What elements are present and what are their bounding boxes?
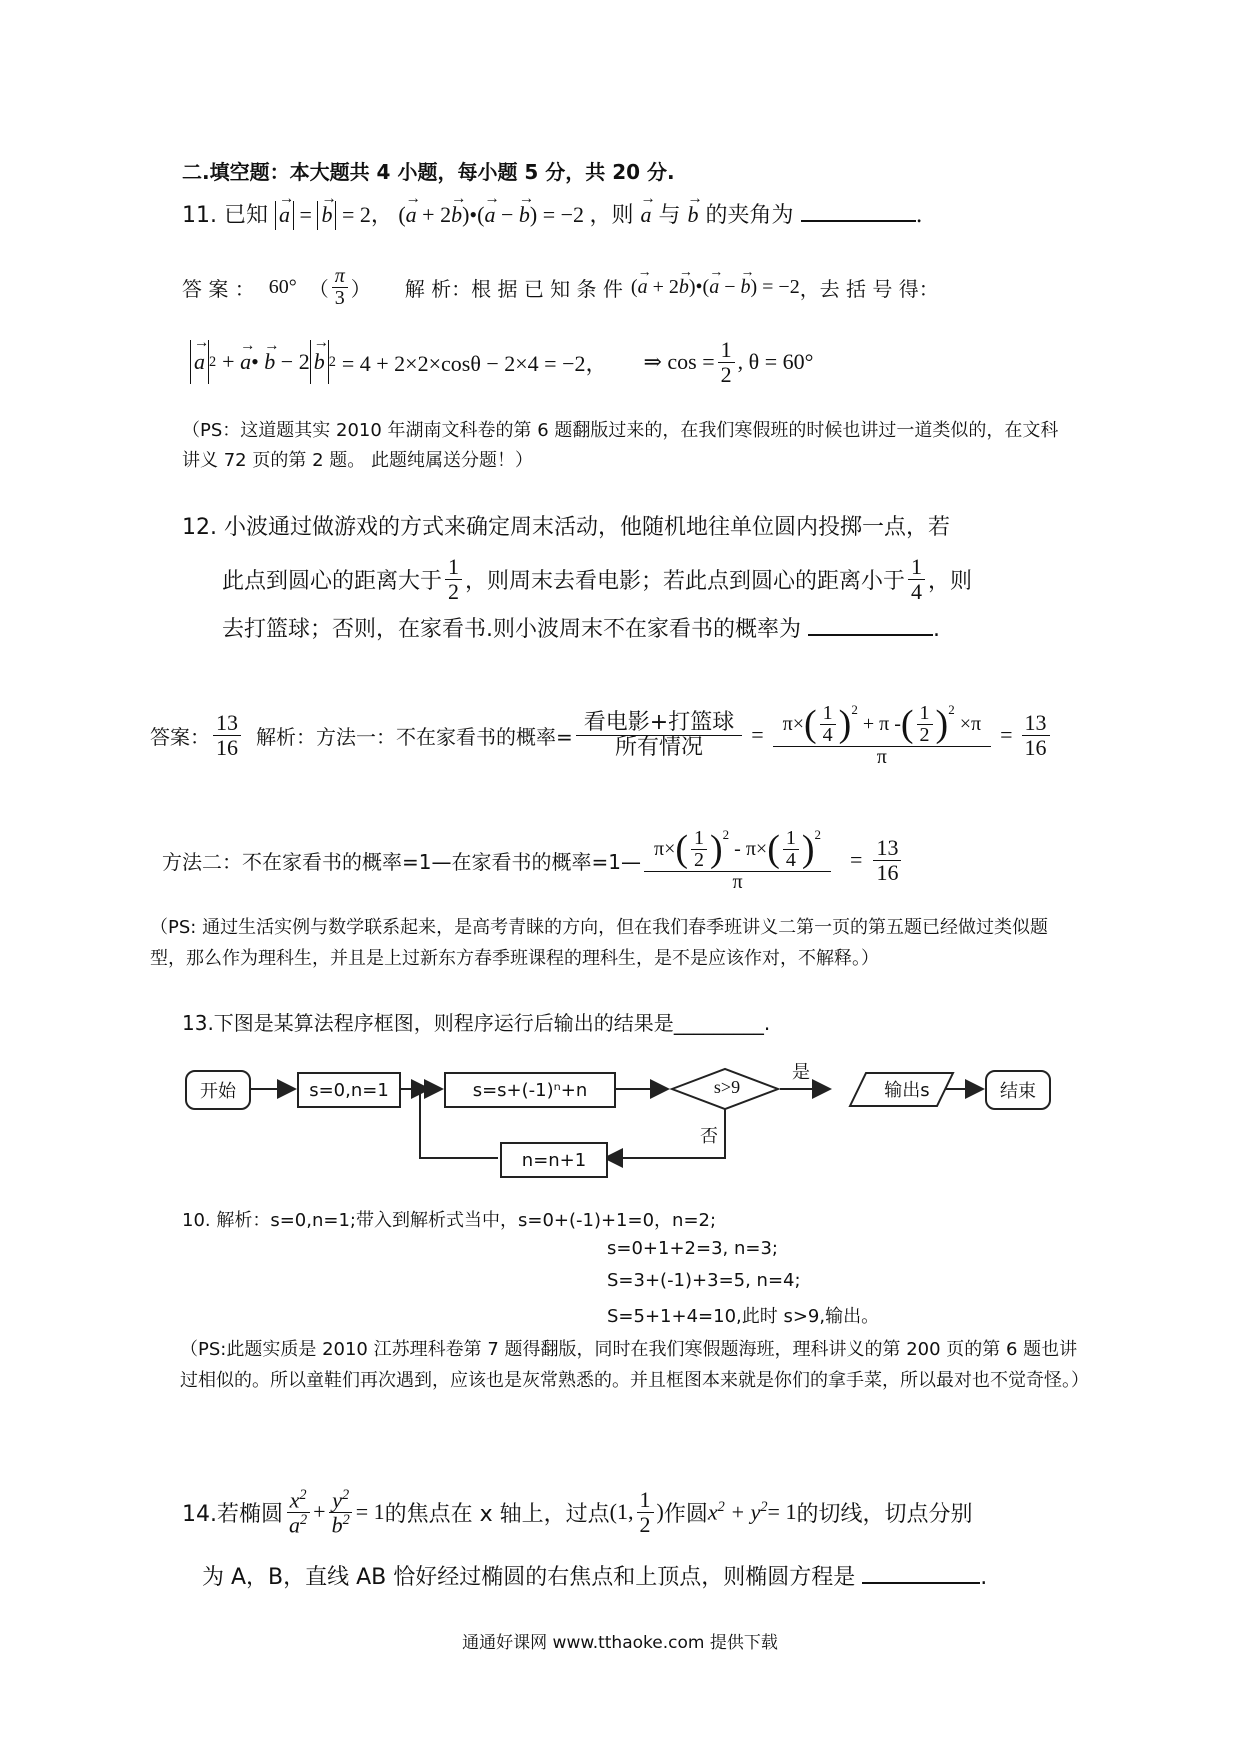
section-title: 二.填空题：本大题共 4 小题，每小题 5 分，共 20 分. xyxy=(182,160,675,184)
flow-end: 结束 xyxy=(985,1070,1051,1110)
q11-expansion-rhs: = 4 + 2×2×cosθ − 2×4 = −2， xyxy=(341,350,608,376)
q11-remove-paren: ，去 括 号 得： xyxy=(799,276,939,301)
q13-question xyxy=(182,1007,770,1036)
q11-pi: π xyxy=(332,266,348,288)
q12-answer-blank xyxy=(808,634,933,636)
flow-output: 输出s xyxy=(884,1080,930,1101)
q12-frac1-num: 看电影+打篮球 xyxy=(576,711,742,735)
question-11: 11. 已知 → a = → b = 2， (→ a + 2→ b)•(→ a − → b) = −2 ，则 → a 与 → b 的夹角为 . xyxy=(182,198,923,230)
q14-line2-text: 为 A，B，直线 AB 恰好经过椭圆的右焦点和上顶点，则椭圆方程是 xyxy=(202,1565,856,1590)
q12-line3-text: 去打篮球；否则，在家看书.则小波周末不在家看书的概率为 xyxy=(222,617,801,642)
q11-number: 11. xyxy=(182,203,217,228)
flowchart xyxy=(180,1056,1060,1186)
q12-method2-text: 方法二：不在家看书的概率=1—在家看书的概率=1— xyxy=(162,849,641,874)
q13-solution-line-3: S=3+(-1)+3=5, n=4; xyxy=(607,1270,801,1291)
q12-answer-num: 13 xyxy=(213,711,241,735)
q12-method-2: 方法二：不在家看书的概率=1—在家看书的概率=1— π× ( $\frac{1}{2}$ ) 2 - π× ( $\frac{1}{4}$ ) 2 π = $\frac{13}{16}$ xyxy=(162,805,904,915)
q12-frac1-den: 所有情况 xyxy=(614,734,703,760)
q12-method-1: 答案： $\frac{13}{16}$ 解析：方法一：不在家看书的概率= $\frac{\text{看电影+打篮球}}{\text{所有情况}}$ = π× ( $\frac{1}{4}$ ) 2 + π - ( $\frac{1}{2}$ ) 2 ×π π = $\frac{13}{16}$ xyxy=(150,680,1053,790)
q11-answer-blank xyxy=(801,220,916,222)
q12-answer-label: 答案： xyxy=(150,724,210,749)
q13-solution-line-1: 10. 解析：s=0,n=1;带入到解析式当中，s=0+(-1)+1=0，n=2; xyxy=(182,1210,717,1231)
flow-init: s=0,n=1 xyxy=(297,1072,401,1108)
q12-method2-fraction: π× ( $\frac{1}{2}$ ) 2 - π× ( $\frac{1}{4}$ ) 2 π xyxy=(644,828,831,893)
q13-question-text: 13.下图是某算法程序框图，则程序运行后输出的结果是 xyxy=(182,1011,674,1035)
q12-answer-den: 16 xyxy=(216,734,238,760)
q11-result-tail: , θ = 60° xyxy=(737,349,814,374)
q11-answer-fraction xyxy=(332,266,348,309)
q11-known: 已知 xyxy=(224,203,269,228)
flow-update: s=s+(-1)ⁿ+n xyxy=(444,1072,616,1108)
q12-ps: （PS: 通过生活实例与数学联系起来，是高考青睐的方向，但在我们春季班讲义二第一页的第五题已经做过类似题型，那么作为理科生，并且是上过新东方春季班课程的理科生，是不是应该作对，不解释。） xyxy=(150,917,1049,969)
q11-angle: 的夹角为 xyxy=(705,203,794,228)
flow-start: 开始 xyxy=(185,1070,251,1110)
q13-period: . xyxy=(763,1011,771,1035)
flow-condition: s>9 xyxy=(713,1077,741,1097)
q12-period: . xyxy=(933,617,940,642)
q11-with: 与 xyxy=(658,203,681,228)
q14-period: . xyxy=(980,1565,988,1590)
q14-line-2 xyxy=(202,1560,987,1591)
footer: 通通好课网 www.tthaoke.com 提供下载 xyxy=(462,1633,778,1653)
q11-paren-open: （ xyxy=(308,276,329,301)
q11-answer-value: 60° xyxy=(268,275,297,298)
q11-analysis: 解 析：根 据 已 知 条 件 xyxy=(404,276,623,301)
q12-method1-den: π xyxy=(876,745,887,768)
q14-line1-b: 的焦点在 x 轴上，过点 xyxy=(384,1501,610,1527)
q14-line1-d: 的切线，切点分别 xyxy=(796,1501,973,1527)
q11-result: ⇒ cos = xyxy=(643,349,715,374)
q11-three: 3 xyxy=(334,286,345,309)
q11-paren-close: ） xyxy=(350,276,371,301)
q11-condition: → a = → b = 2， (→ a + 2→ b)•(→ a − → b) = −2 xyxy=(275,202,590,227)
q13-ps: （PS:此题实质是 2010 江苏理科卷第 7 题得翻版，同时在我们寒假题海班，理科讲义的第 200 页的第 6 题也讲过相似的。所以童鞋们再次遇到，应该也是灰常熟悉的。并且框图本来就是你们的拿手菜，所以最对也不觉奇怪。） xyxy=(180,1339,1089,1391)
q12-line2-c: ，则 xyxy=(928,568,973,594)
q14-line-1: 14.若椭圆 $\frac{x^2}{a^2}$ + $\frac{y^2}{b^2}$ = 1 的焦点在 x 轴上，过点 (1, $\frac{1}{2}$ ) 作圆 $x^2 + y^2$ = 1 的切线，切点分别 xyxy=(182,1487,973,1537)
q12-line-3 xyxy=(222,612,940,643)
flow-increment: n=n+1 xyxy=(500,1142,608,1178)
q11-answer-label: 答 案 ： xyxy=(182,276,255,301)
q12-line2-a: 此点到圆心的距离大于 xyxy=(222,568,443,594)
q12-method1-big-fraction: π× ( $\frac{1}{4}$ ) 2 + π - ( $\frac{1}{2}$ ) 2 ×π π xyxy=(773,703,991,768)
q13-solution-line-4: S=5+1+4=10,此时 s>9,输出。 xyxy=(607,1306,880,1327)
flow-no-label: 否 xyxy=(700,1126,718,1147)
q13-solution-line-2: s=0+1+2=3, n=3; xyxy=(607,1238,778,1259)
q11-period: . xyxy=(915,203,923,228)
q12-line-2: 此点到圆心的距离大于 $\frac{1}{2}$ ，则周末去看电影；若此点到圆心的距离小于 $\frac{1}{4}$ ，则 xyxy=(222,554,973,604)
q14-line1-a: 14.若椭圆 xyxy=(182,1501,283,1527)
flow-yes-label: 是 xyxy=(792,1062,810,1083)
q12-method1-text: 解析：方法一：不在家看书的概率= xyxy=(256,724,573,749)
q13-blank: _________ xyxy=(673,1011,764,1035)
q12-line-1: 12. 小波通过做游戏的方式来确定周末活动，他随机地往单位圆内投掷一点，若 xyxy=(182,515,950,540)
q11-expansion: → a 2 + → a• → b − 2 → b 2 = 4 + 2×2×cosθ − 2×4 = −2， ⇒ cos = $\frac{1}{2}$ , θ = 60° xyxy=(190,332,813,392)
q11-then: ，则 xyxy=(589,203,634,228)
q14-answer-blank xyxy=(862,1582,980,1584)
q11-ps: （PS：这道题其实 2010 年湖南文科卷的第 6 题翻版过来的，在我们寒假班的时候也讲过一道类似的，在文科讲义 72 页的第 2 题。 此题纯属送分题！） xyxy=(182,420,1059,471)
q14-line1-c: 作圆 xyxy=(663,1501,708,1527)
q12-line2-b: ，则周末去看电影；若此点到圆心的距离小于 xyxy=(465,568,906,594)
q11-answer: 答 案 ： 60° （ $\frac{\pi}{3}$ ） 解 析：根 据 已 知 条 件 (→ a + 2→ b)•(→ a − → b) = −2 ，去 括 号 得： xyxy=(182,262,939,312)
